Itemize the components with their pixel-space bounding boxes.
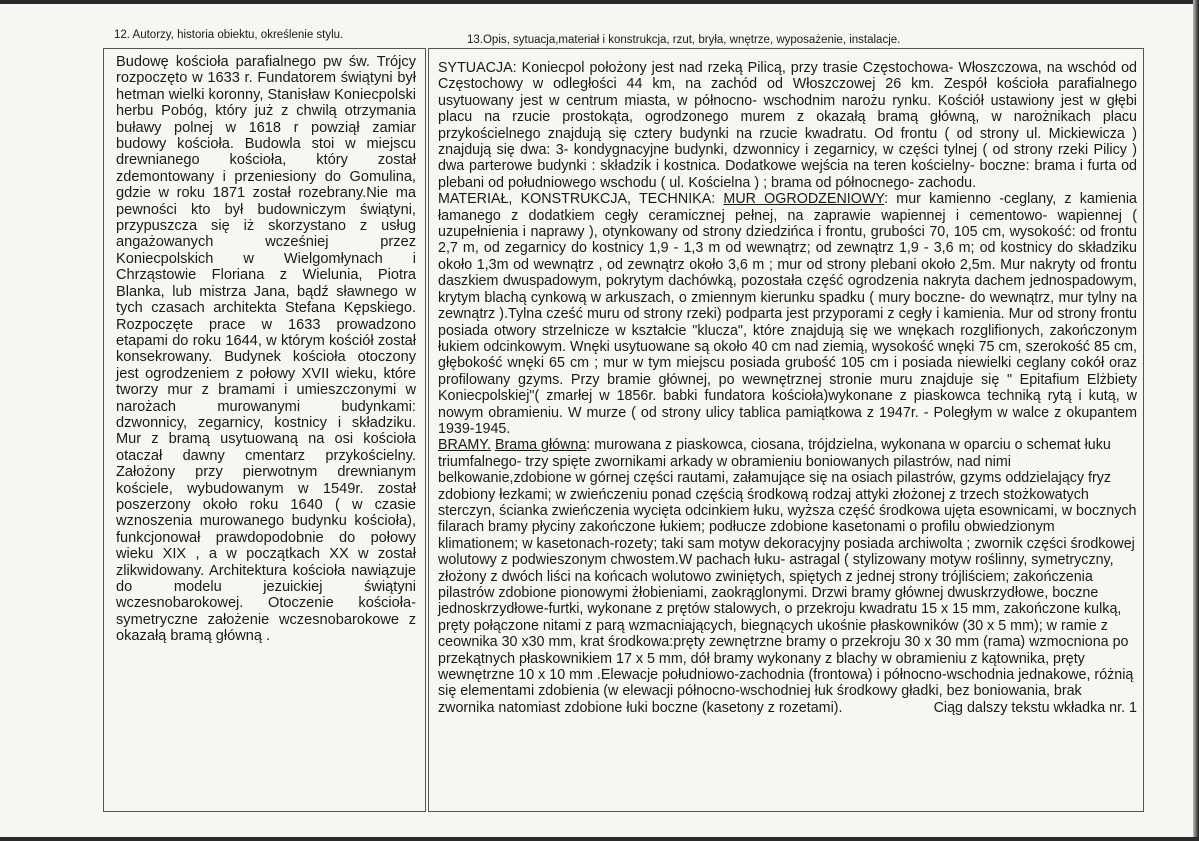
gates-label: BRAMY. — [438, 437, 491, 454]
section-13-heading: 13.Opis, sytuacja,materiał i konstrukcja, rzut, bryła, wnętrze, wyposażenie, instalacje. — [467, 34, 901, 46]
scan-edge-bottom — [0, 837, 1199, 841]
material-text: : mur kamienno -ceglany, z kamienia łamanego z dodatkiem cegły ceramicznej pełnej, na zaprawie wapiennej i cementowo- wapiennej ( uzupełnienia i naprawy ), otynkowany od strony dziedzińca i frontu, grubości 70, 105 cm, wysokość: od frontu 2,7 m, od zegarnicy do kostnicy 1,9 - 1,3 m od wewnątrz; od zewnątrz 1,9 - 3,6 m; od kostnicy do składziku około 1,3m od wewnątrz , od zewnątrz około 3,6 m ; mur od strony plebani około 2,5m. Mur nakryty od frontu daszkiem dwuspadowym, pokrytym dachówką, pozostała część ogrodzenia nakryta dachem jednospadowym, krytym blachą cynkową w arkuszach, o zmiennym kierunku spadku ( mury boczne- do wewnątrz, mur tylny na zewnątrz ).Tylna cześć muru od strony rzeki) podparta jest przyporami z cegły i kamienia. Mur od strony frontu posiada otwory strzelnicze w kształcie "klucza", które znajdują się we wnękach rozglifionych, zakończonym łukiem odcinkowym. Wnęki usytuowane są około 40 cm nad ziemią, wysokość wnęki 75 cm, szerokość 85 cm, głębokość wnęki 65 cm ; mur w tym miejscu posiada grubość 105 cm i posiada niewielki ceglany cokół oraz profilowany gzyms. Przy bramie głównej, po wewnętrznej stronie muru znajduje się " Epitafium Elżbiety Koniecpolskiej"( zmarłej w 1856r. babki fundatora kościoła)wykonane z piaskowca techniką rytą i kutą, w nowym obramieniu. W murze ( od strony ulicy tablica pamiątkowa z 1947r. - Poległym w walce z okupantem 1939-1945. — [438, 191, 1137, 437]
situation-paragraph — [438, 60, 1137, 191]
gates-paragraph — [438, 437, 1137, 716]
section-12-heading: 12. Autorzy, historia obiektu, określenie stylu. — [114, 29, 344, 41]
material-label: MATERIAŁ, KONSTRUKCJA, TECHNIKA: — [438, 191, 716, 208]
history-text-column — [116, 54, 416, 645]
description-text-column — [438, 60, 1137, 716]
main-gate-label: Brama główna — [494, 437, 587, 454]
wall-label: MUR OGRODZENIOWY — [723, 191, 885, 208]
history-paragraph: Budowę kościoła parafialnego pw św. Trójcy rozpoczęto w 1633 r. Fundatorem świątyni był hetman wielki koronny, Stanisław Koniecpolski herbu Pobóg, który już z chwilą otrzymania buławy polnej w 1618 r powziął zamiar budowy kościoła. Budowla stoi w miejscu drewnianego kościoła, który został zdemontowany i przeniesiony do Gomulina, gdzie w roku 1871 został rozebrany.Nie ma pewności kto był budowniczym świątyni, przypuszcza się iż skorzystano z usług angażowanych wcześniej przez Koniecpolskich w Wielgomłynach i Chrząstowie Floriana z Wielunia, Piotra Blanka, lub mistrza Jana, bądź sławnego w tych czasach architekta Stefana Kępskiego. Rozpoczęte prace w 1633 prowadzono etapami do roku 1644, w którym kościół został konsekrowany. Budynek kościoła otoczony jest ogrodzeniem z połowy XVII wieku, które tworzy mur z bramami i umieszczonymi w narożach murowanymi budynkami: dzwonnicy, zegarnicy, kostnicy i składziku. Mur z bramą usytuowaną na osi kościoła otaczał dawny cmentarz przykościelny. Założony przy pierwotnym drewnianym kościele, wybudowanym w 1549r. został poszerzony około roku 1640 ( w czasie wznoszenia murowanego budynku kościoła), funkcjonował prawdopodobnie do połowy wieku XIX , a w początkach XX w został zlikwidowany. Architektura kościoła nawiązuje do modelu jezuickiej świątyni wczesnobarokowej. Otoczenie kościoła- symetryczne założenie wczesnobarokowe z okazałą bramą główną . — [116, 54, 416, 645]
material-paragraph — [438, 191, 1137, 437]
scan-edge-right — [1193, 0, 1199, 841]
situation-label: SYTUACJA: — [438, 60, 517, 76]
continuation-note: Ciąg dalszy tekstu wkładka nr. 1 — [933, 699, 1137, 716]
situation-text: Koniecpol położony jest nad rzeką Pilicą, przy trasie Częstochowa- Włoszczowa, na wschód od Częstochowy w odległości 44 km, na zachód od Włoszczowej 26 km. Zespół kościoła parafialnego usytuowany jest w centrum miasta, w północno- wschodnim narożu rynku. Kościół ustawiony jest w głębi placu na rzucie prostokąta, ogrodzonego murem z okazałą bramą główną, w narożnikach placu przykościelnego znajdują się cztery budynki na rzucie kwadratu. Od frontu ( od strony ul. Mickiewicza ) znajdują się dwa: 3- kondygnacyjne budynki, dzwonnicy i zegarnicy, w części tylnej ( od strony rzeki Pilicy ) dwa parterowe budynki : składzik i kostnica. Dodatkowe wejścia na teren kościelny- boczne: brama i furta od plebani od południowego wschodu ( ul. Kościelna ) ; brama od północnego- zachodu. — [438, 60, 1137, 191]
gates-text: : murowana z piaskowca, ciosana, trójdzielna, wykonana w oparciu o schemat łuku triumfalnego- trzy spięte zwornikami arkady w obramieniu boniowanych pilastrów, nad nimi belkowanie,zdobione w górnej części rautami, załamujące się na osiach pilastrów, gzyms oddzielający fryz zdobiony łezkami; w zwieńczeniu ponad częścią środkową rodzaj attyki złożonej z trzech stożkowatych sterczyn, ścianka zwieńczenia wycięta odcinkiem łuku, wyższa część środkowa ujęta esownicami, w bocznych filarach bramy płyciny zakończone łukiem; podłucze zdobione kasetonami o profilu obwiedzionym klimationem; w kasetonach-rozety; taki sam motyw dekoracyjny posiada archiwolta ; zwornik części środkowej wolutowy z podwieszonym chwostem.W pachach łuku- astragal ( stylizowany motyw roślinny, symetryczny, złożony z dwóch liści na końcach wolutowo zwiniętych, spiętych z jednej strony trójliściem; zakończenia pilastrów zdobione pionowymi żłobieniami, zaokrąglonymi. Drzwi bramy głównej dwuskrzydłowe, boczne jednoskrzydłowe-furtki, wykonane z prętów stalowych, o przekroju kwadratu 15 x 15 mm, zakończone kulką, pręty połączone nitami z parą wzmacniających, biegnących ukośnie płaskowników (30 x 5 mm); w ramie z ceownika 30 x30 mm, krat środkowa:pręty zewnętrzne bramy o przekroju 30 x 30 mm (rama) wzmocniona po przekątnych płaskownikiem 17 x 5 mm, dół bramy wykonany z blachy w obramieniu z kątownika, pręty wewnętrzne 10 x 10 mm .Elewacje południowo-zachodnia (frontowa) i północno-wschodnia jednakowe, różnią się elementami zdobienia (w elewacji północno-wschodniej łuk środkowy gładki, bez boniowania, brak zwornika natomiast zdobione łuki boczne (kasetony z rozetami). — [438, 437, 1137, 716]
scan-edge-top — [0, 0, 1199, 4]
